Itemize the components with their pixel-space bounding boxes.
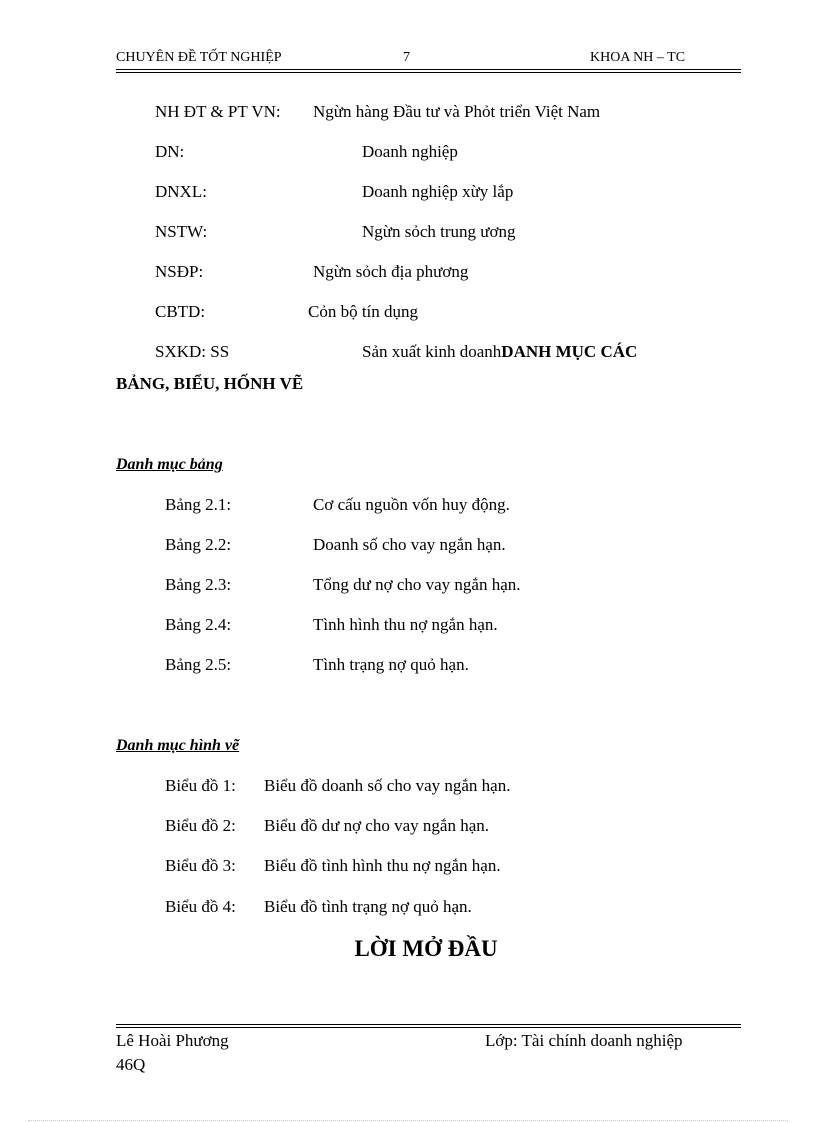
figure-caption: Biểu đồ tình hình thu nợ ngắn hạn. [264, 856, 501, 875]
abbr-term: DNXL: [155, 182, 207, 201]
abbr-meaning: Cỏn bộ tín dụng [308, 302, 419, 321]
abbr-term: NSĐP: [155, 262, 204, 281]
table-caption: Doanh số cho vay ngắn hạn. [313, 535, 506, 554]
figure-label: Biểu đồ 2: [165, 816, 236, 835]
table-label: Bảng 2.5: [165, 655, 232, 674]
table-caption: Tình hình thu nợ ngắn hạn. [313, 615, 498, 634]
figure-label: Biểu đồ 3: [165, 856, 236, 875]
list-heading-continued: BẢNG, BIỂU, HỐNH VẼ [116, 374, 304, 393]
footer-class: Lớp: Tài chính doanh nghiệp [485, 1031, 683, 1050]
header-rule-top [116, 69, 741, 70]
abbr-meaning: Sản xuất kinh doanhDANH MỤC CÁC [362, 342, 638, 361]
figures-section-title: Danh mục hình vẽ [116, 737, 240, 754]
abbr-term: DN: [155, 142, 185, 161]
figure-label: Biểu đồ 4: [165, 897, 236, 916]
table-label: Bảng 2.1: [165, 495, 232, 514]
abbr-term: NH ĐT & PT VN: [155, 102, 281, 121]
footer-rule-top [116, 1024, 741, 1025]
header-rule-bottom [116, 72, 741, 73]
abbr-meaning: Ngừn sỏch trung ương [362, 222, 516, 241]
footer-author: Lê Hoài Phương [116, 1031, 229, 1050]
figure-caption: Biểu đồ doanh số cho vay ngắn hạn. [264, 776, 511, 795]
footer-rule-bottom [116, 1027, 741, 1028]
abbr-term: NSTW: [155, 222, 208, 241]
table-caption: Tổng dư nợ cho vay ngắn hạn. [313, 575, 521, 594]
list-heading-start: DANH MỤC CÁC [501, 342, 638, 361]
figure-caption: Biểu đồ dư nợ cho vay ngắn hạn. [264, 816, 489, 835]
tables-section-title: Danh mục bảng [116, 456, 223, 473]
header-left: CHUYÊN ĐỀ TỐT NGHIỆP [116, 50, 282, 65]
abbr-term: CBTD: [155, 302, 206, 321]
abbr-meaning: Doanh nghiệp xừy lắp [362, 182, 514, 201]
table-label: Bảng 2.3: [165, 575, 232, 594]
abbr-term: SXKD: SS [155, 342, 230, 361]
main-heading: LỜI MỞ ĐẦU [354, 936, 498, 961]
table-caption: Tình trạng nợ quỏ hạn. [313, 655, 469, 674]
header-right: KHOA NH – TC [590, 50, 686, 65]
table-label: Bảng 2.2: [165, 535, 232, 554]
page-number: 7 [403, 50, 410, 65]
abbr-meaning: Doanh nghiệp [362, 142, 458, 161]
figure-label: Biểu đồ 1: [165, 776, 236, 795]
table-label: Bảng 2.4: [165, 615, 232, 634]
abbr-meaning: Ngừn sỏch địa phương [313, 262, 469, 281]
table-caption: Cơ cấu nguồn vốn huy động. [313, 495, 510, 514]
page-edge-dotted-line [28, 1120, 788, 1121]
figure-caption: Biểu đồ tình trạng nợ quỏ hạn. [264, 897, 472, 916]
footer-class-code: 46Q [116, 1055, 146, 1074]
abbr-meaning: Ngừn hàng Đầu tư và Phỏt triển Việt Nam [313, 102, 601, 121]
